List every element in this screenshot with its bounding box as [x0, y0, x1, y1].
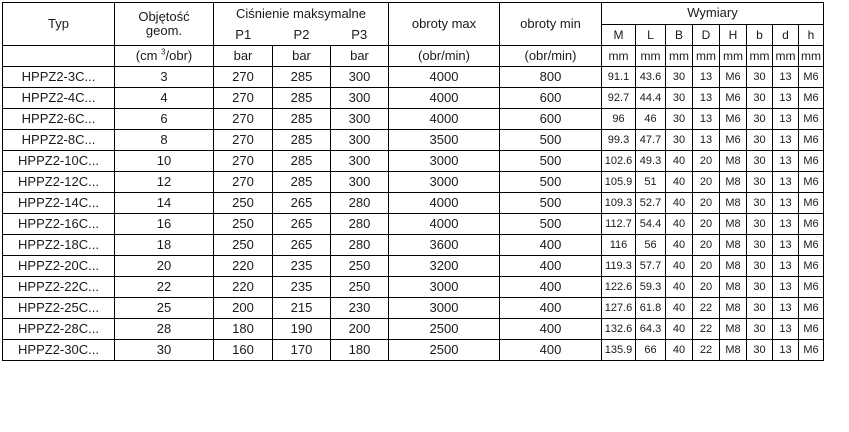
cell-obroty-min: 500	[500, 151, 602, 172]
units-objetosc-prefix: (cm	[135, 48, 162, 63]
cell-dim-M: 91.1	[602, 67, 636, 88]
cell-p3: 180	[331, 340, 389, 361]
cell-obroty-min: 400	[500, 256, 602, 277]
cell-typ: HPPZ2-25C...	[3, 298, 115, 319]
units-objetosc	[115, 46, 214, 67]
cell-objetosc: 18	[115, 235, 214, 256]
cell-obroty-max: 3000	[389, 172, 500, 193]
cell-objetosc: 22	[115, 277, 214, 298]
cell-p3: 230	[331, 298, 389, 319]
header-objetosc	[115, 3, 214, 46]
table-row	[3, 109, 824, 130]
cell-dim-h: M6	[799, 319, 824, 340]
header-dim-H: H	[720, 24, 747, 46]
cell-dim-D: 13	[693, 109, 720, 130]
header-p2: P2	[273, 24, 331, 46]
cell-p1: 250	[214, 214, 273, 235]
header-objetosc-line1: Objętość	[138, 9, 190, 24]
cell-dim-L: 57.7	[636, 256, 666, 277]
cell-obroty-min: 500	[500, 214, 602, 235]
cell-dim-M: 109.3	[602, 193, 636, 214]
cell-p3: 250	[331, 256, 389, 277]
cell-dim-L: 44.4	[636, 88, 666, 109]
cell-typ: HPPZ2-4C...	[3, 88, 115, 109]
cell-p2: 215	[273, 298, 331, 319]
cell-objetosc: 30	[115, 340, 214, 361]
table-row	[3, 88, 824, 109]
cell-dim-D: 13	[693, 130, 720, 151]
cell-dim-b: 30	[747, 277, 773, 298]
cell-typ: HPPZ2-28C...	[3, 319, 115, 340]
table-row	[3, 256, 824, 277]
cell-dim-b: 30	[747, 340, 773, 361]
cell-obroty-min: 500	[500, 172, 602, 193]
cell-dim-d: 13	[773, 151, 799, 172]
cell-dim-h: M6	[799, 130, 824, 151]
cell-p1: 270	[214, 109, 273, 130]
cell-p3: 300	[331, 172, 389, 193]
cell-obroty-min: 500	[500, 193, 602, 214]
cell-dim-D: 20	[693, 193, 720, 214]
cell-obroty-max: 3500	[389, 130, 500, 151]
cell-typ: HPPZ2-18C...	[3, 235, 115, 256]
header-dim-M: M	[602, 24, 636, 46]
cell-p3: 300	[331, 109, 389, 130]
cell-p2: 265	[273, 235, 331, 256]
cell-obroty-max: 3000	[389, 298, 500, 319]
cell-objetosc: 12	[115, 172, 214, 193]
cell-dim-d: 13	[773, 193, 799, 214]
cell-obroty-min: 500	[500, 130, 602, 151]
cell-dim-d: 13	[773, 130, 799, 151]
cell-objetosc: 6	[115, 109, 214, 130]
cell-obroty-max: 3200	[389, 256, 500, 277]
header-dim-h: h	[799, 24, 824, 46]
cell-p2: 285	[273, 88, 331, 109]
cell-objetosc: 16	[115, 214, 214, 235]
cell-dim-H: M8	[720, 340, 747, 361]
cell-dim-B: 40	[666, 277, 693, 298]
cell-dim-B: 40	[666, 172, 693, 193]
cell-dim-L: 54.4	[636, 214, 666, 235]
cell-p2: 170	[273, 340, 331, 361]
cell-obroty-min: 600	[500, 88, 602, 109]
cell-dim-b: 30	[747, 319, 773, 340]
cell-dim-D: 22	[693, 319, 720, 340]
cell-dim-d: 13	[773, 340, 799, 361]
cell-dim-D: 20	[693, 172, 720, 193]
cell-dim-D: 13	[693, 67, 720, 88]
cell-dim-H: M6	[720, 130, 747, 151]
cell-typ: HPPZ2-10C...	[3, 151, 115, 172]
cell-dim-M: 96	[602, 109, 636, 130]
header-obroty-max: obroty max	[389, 3, 500, 46]
header-dim-b: b	[747, 24, 773, 46]
cell-p3: 280	[331, 214, 389, 235]
cell-typ: HPPZ2-12C...	[3, 172, 115, 193]
cell-dim-M: 99.3	[602, 130, 636, 151]
cell-dim-B: 30	[666, 109, 693, 130]
cell-dim-D: 20	[693, 256, 720, 277]
cell-dim-H: M8	[720, 193, 747, 214]
cell-dim-M: 112.7	[602, 214, 636, 235]
cell-obroty-min: 400	[500, 277, 602, 298]
cell-dim-b: 30	[747, 235, 773, 256]
cell-p2: 285	[273, 109, 331, 130]
cell-dim-b: 30	[747, 88, 773, 109]
cell-obroty-max: 3000	[389, 277, 500, 298]
cell-dim-d: 13	[773, 235, 799, 256]
cell-dim-B: 40	[666, 319, 693, 340]
units-dim-H: mm	[720, 46, 747, 67]
cell-p1: 270	[214, 151, 273, 172]
pump-spec-table	[2, 2, 824, 361]
cell-dim-h: M6	[799, 193, 824, 214]
cell-p1: 200	[214, 298, 273, 319]
units-objetosc-suffix: /obr)	[165, 48, 193, 63]
cell-objetosc: 20	[115, 256, 214, 277]
cell-dim-B: 30	[666, 67, 693, 88]
cell-dim-L: 49.3	[636, 151, 666, 172]
table-row	[3, 214, 824, 235]
cell-dim-H: M8	[720, 172, 747, 193]
units-obroty-min: (obr/min)	[500, 46, 602, 67]
cell-dim-d: 13	[773, 319, 799, 340]
cell-dim-M: 119.3	[602, 256, 636, 277]
cell-dim-H: M8	[720, 256, 747, 277]
cell-dim-h: M6	[799, 67, 824, 88]
cell-dim-L: 52.7	[636, 193, 666, 214]
cell-p1: 220	[214, 277, 273, 298]
cell-obroty-min: 400	[500, 340, 602, 361]
cell-dim-D: 20	[693, 214, 720, 235]
header-dim-d: d	[773, 24, 799, 46]
table-row	[3, 235, 824, 256]
cell-objetosc: 28	[115, 319, 214, 340]
cell-dim-H: M6	[720, 88, 747, 109]
cell-obroty-min: 400	[500, 319, 602, 340]
header-p3: P3	[331, 24, 389, 46]
cell-dim-d: 13	[773, 172, 799, 193]
cell-obroty-max: 4000	[389, 214, 500, 235]
cell-dim-L: 43.6	[636, 67, 666, 88]
cell-p3: 300	[331, 88, 389, 109]
cell-dim-M: 135.9	[602, 340, 636, 361]
cell-p1: 270	[214, 67, 273, 88]
cell-typ: HPPZ2-16C...	[3, 214, 115, 235]
header-p1: P1	[214, 24, 273, 46]
cell-p3: 200	[331, 319, 389, 340]
cell-dim-d: 13	[773, 67, 799, 88]
cell-dim-d: 13	[773, 109, 799, 130]
header-dim-B: B	[666, 24, 693, 46]
cell-p1: 160	[214, 340, 273, 361]
cell-dim-h: M6	[799, 277, 824, 298]
cell-p2: 190	[273, 319, 331, 340]
table-row	[3, 151, 824, 172]
cell-dim-b: 30	[747, 214, 773, 235]
cell-dim-b: 30	[747, 130, 773, 151]
cell-p2: 285	[273, 67, 331, 88]
cell-dim-B: 40	[666, 151, 693, 172]
cell-p2: 285	[273, 130, 331, 151]
cell-dim-L: 61.8	[636, 298, 666, 319]
cell-p2: 285	[273, 151, 331, 172]
cell-typ: HPPZ2-22C...	[3, 277, 115, 298]
table-row	[3, 340, 824, 361]
units-objetosc-sup: 3	[161, 47, 166, 57]
cell-dim-L: 47.7	[636, 130, 666, 151]
cell-p3: 300	[331, 67, 389, 88]
cell-dim-B: 40	[666, 256, 693, 277]
cell-dim-M: 102.6	[602, 151, 636, 172]
cell-dim-H: M6	[720, 109, 747, 130]
cell-obroty-min: 400	[500, 235, 602, 256]
header-objetosc-line2: geom.	[145, 23, 183, 38]
cell-obroty-max: 3600	[389, 235, 500, 256]
cell-dim-H: M8	[720, 151, 747, 172]
cell-dim-L: 51	[636, 172, 666, 193]
header-dim-L: L	[636, 24, 666, 46]
spec-table-container	[2, 2, 824, 361]
cell-dim-h: M6	[799, 88, 824, 109]
cell-dim-d: 13	[773, 88, 799, 109]
cell-dim-h: M6	[799, 298, 824, 319]
cell-dim-h: M6	[799, 109, 824, 130]
cell-dim-L: 56	[636, 235, 666, 256]
cell-p3: 280	[331, 193, 389, 214]
cell-dim-D: 22	[693, 298, 720, 319]
cell-dim-d: 13	[773, 214, 799, 235]
header-row-1	[3, 3, 824, 25]
table-row	[3, 67, 824, 88]
cell-p1: 270	[214, 130, 273, 151]
cell-dim-B: 40	[666, 214, 693, 235]
units-dim-d: mm	[773, 46, 799, 67]
units-p1: bar	[214, 46, 273, 67]
cell-dim-M: 105.9	[602, 172, 636, 193]
cell-dim-L: 64.3	[636, 319, 666, 340]
cell-dim-H: M8	[720, 319, 747, 340]
cell-dim-b: 30	[747, 298, 773, 319]
cell-dim-b: 30	[747, 193, 773, 214]
table-row	[3, 172, 824, 193]
units-dim-L: mm	[636, 46, 666, 67]
cell-p2: 235	[273, 277, 331, 298]
cell-dim-L: 46	[636, 109, 666, 130]
cell-dim-B: 40	[666, 298, 693, 319]
cell-obroty-max: 4000	[389, 67, 500, 88]
cell-dim-d: 13	[773, 277, 799, 298]
cell-objetosc: 4	[115, 88, 214, 109]
table-row	[3, 298, 824, 319]
cell-p3: 280	[331, 235, 389, 256]
cell-dim-B: 40	[666, 193, 693, 214]
cell-dim-D: 22	[693, 340, 720, 361]
cell-obroty-min: 800	[500, 67, 602, 88]
cell-p2: 285	[273, 172, 331, 193]
cell-dim-B: 40	[666, 340, 693, 361]
cell-dim-d: 13	[773, 256, 799, 277]
cell-obroty-max: 4000	[389, 109, 500, 130]
cell-obroty-min: 400	[500, 298, 602, 319]
units-dim-B: mm	[666, 46, 693, 67]
cell-p1: 250	[214, 193, 273, 214]
cell-objetosc: 10	[115, 151, 214, 172]
cell-obroty-max: 4000	[389, 88, 500, 109]
cell-dim-H: M6	[720, 67, 747, 88]
units-dim-D: mm	[693, 46, 720, 67]
cell-dim-H: M8	[720, 214, 747, 235]
cell-dim-M: 122.6	[602, 277, 636, 298]
units-p2: bar	[273, 46, 331, 67]
cell-dim-h: M6	[799, 256, 824, 277]
cell-dim-b: 30	[747, 256, 773, 277]
cell-p3: 300	[331, 151, 389, 172]
cell-dim-M: 127.6	[602, 298, 636, 319]
cell-dim-h: M6	[799, 235, 824, 256]
cell-dim-B: 30	[666, 88, 693, 109]
cell-dim-M: 132.6	[602, 319, 636, 340]
cell-dim-L: 59.3	[636, 277, 666, 298]
header-dim-D: D	[693, 24, 720, 46]
cell-typ: HPPZ2-3C...	[3, 67, 115, 88]
cell-p1: 180	[214, 319, 273, 340]
header-wymiary: Wymiary	[602, 3, 824, 25]
cell-dim-b: 30	[747, 67, 773, 88]
units-dim-b: mm	[747, 46, 773, 67]
cell-obroty-max: 2500	[389, 319, 500, 340]
units-dim-M: mm	[602, 46, 636, 67]
cell-p2: 265	[273, 214, 331, 235]
cell-obroty-min: 600	[500, 109, 602, 130]
cell-dim-M: 92.7	[602, 88, 636, 109]
cell-dim-H: M8	[720, 235, 747, 256]
cell-dim-H: M8	[720, 298, 747, 319]
units-typ	[3, 46, 115, 67]
cell-typ: HPPZ2-6C...	[3, 109, 115, 130]
header-cisnienie: Ciśnienie maksymalne	[214, 3, 389, 25]
cell-typ: HPPZ2-14C...	[3, 193, 115, 214]
cell-p3: 300	[331, 130, 389, 151]
cell-dim-D: 20	[693, 151, 720, 172]
cell-p1: 270	[214, 172, 273, 193]
units-row	[3, 46, 824, 67]
cell-dim-d: 13	[773, 298, 799, 319]
cell-objetosc: 8	[115, 130, 214, 151]
cell-dim-b: 30	[747, 172, 773, 193]
cell-obroty-max: 4000	[389, 193, 500, 214]
cell-p2: 235	[273, 256, 331, 277]
cell-obroty-max: 3000	[389, 151, 500, 172]
cell-typ: HPPZ2-20C...	[3, 256, 115, 277]
cell-obroty-max: 2500	[389, 340, 500, 361]
cell-p1: 250	[214, 235, 273, 256]
cell-dim-L: 66	[636, 340, 666, 361]
table-row	[3, 319, 824, 340]
cell-dim-H: M8	[720, 277, 747, 298]
cell-dim-B: 30	[666, 130, 693, 151]
cell-objetosc: 14	[115, 193, 214, 214]
units-p3: bar	[331, 46, 389, 67]
table-row	[3, 130, 824, 151]
cell-dim-h: M6	[799, 214, 824, 235]
cell-dim-D: 13	[693, 88, 720, 109]
units-obroty-max: (obr/min)	[389, 46, 500, 67]
cell-objetosc: 25	[115, 298, 214, 319]
cell-objetosc: 3	[115, 67, 214, 88]
header-typ: Typ	[3, 3, 115, 46]
cell-dim-M: 116	[602, 235, 636, 256]
cell-dim-D: 20	[693, 277, 720, 298]
table-body	[3, 67, 824, 361]
cell-dim-b: 30	[747, 109, 773, 130]
cell-p3: 250	[331, 277, 389, 298]
cell-dim-h: M6	[799, 340, 824, 361]
cell-dim-b: 30	[747, 151, 773, 172]
cell-typ: HPPZ2-30C...	[3, 340, 115, 361]
cell-dim-B: 40	[666, 235, 693, 256]
cell-p2: 265	[273, 193, 331, 214]
table-row	[3, 193, 824, 214]
cell-dim-D: 20	[693, 235, 720, 256]
cell-p1: 220	[214, 256, 273, 277]
cell-typ: HPPZ2-8C...	[3, 130, 115, 151]
header-obroty-min: obroty min	[500, 3, 602, 46]
table-row	[3, 277, 824, 298]
cell-dim-h: M6	[799, 172, 824, 193]
cell-p1: 270	[214, 88, 273, 109]
units-dim-h: mm	[799, 46, 824, 67]
cell-dim-h: M6	[799, 151, 824, 172]
